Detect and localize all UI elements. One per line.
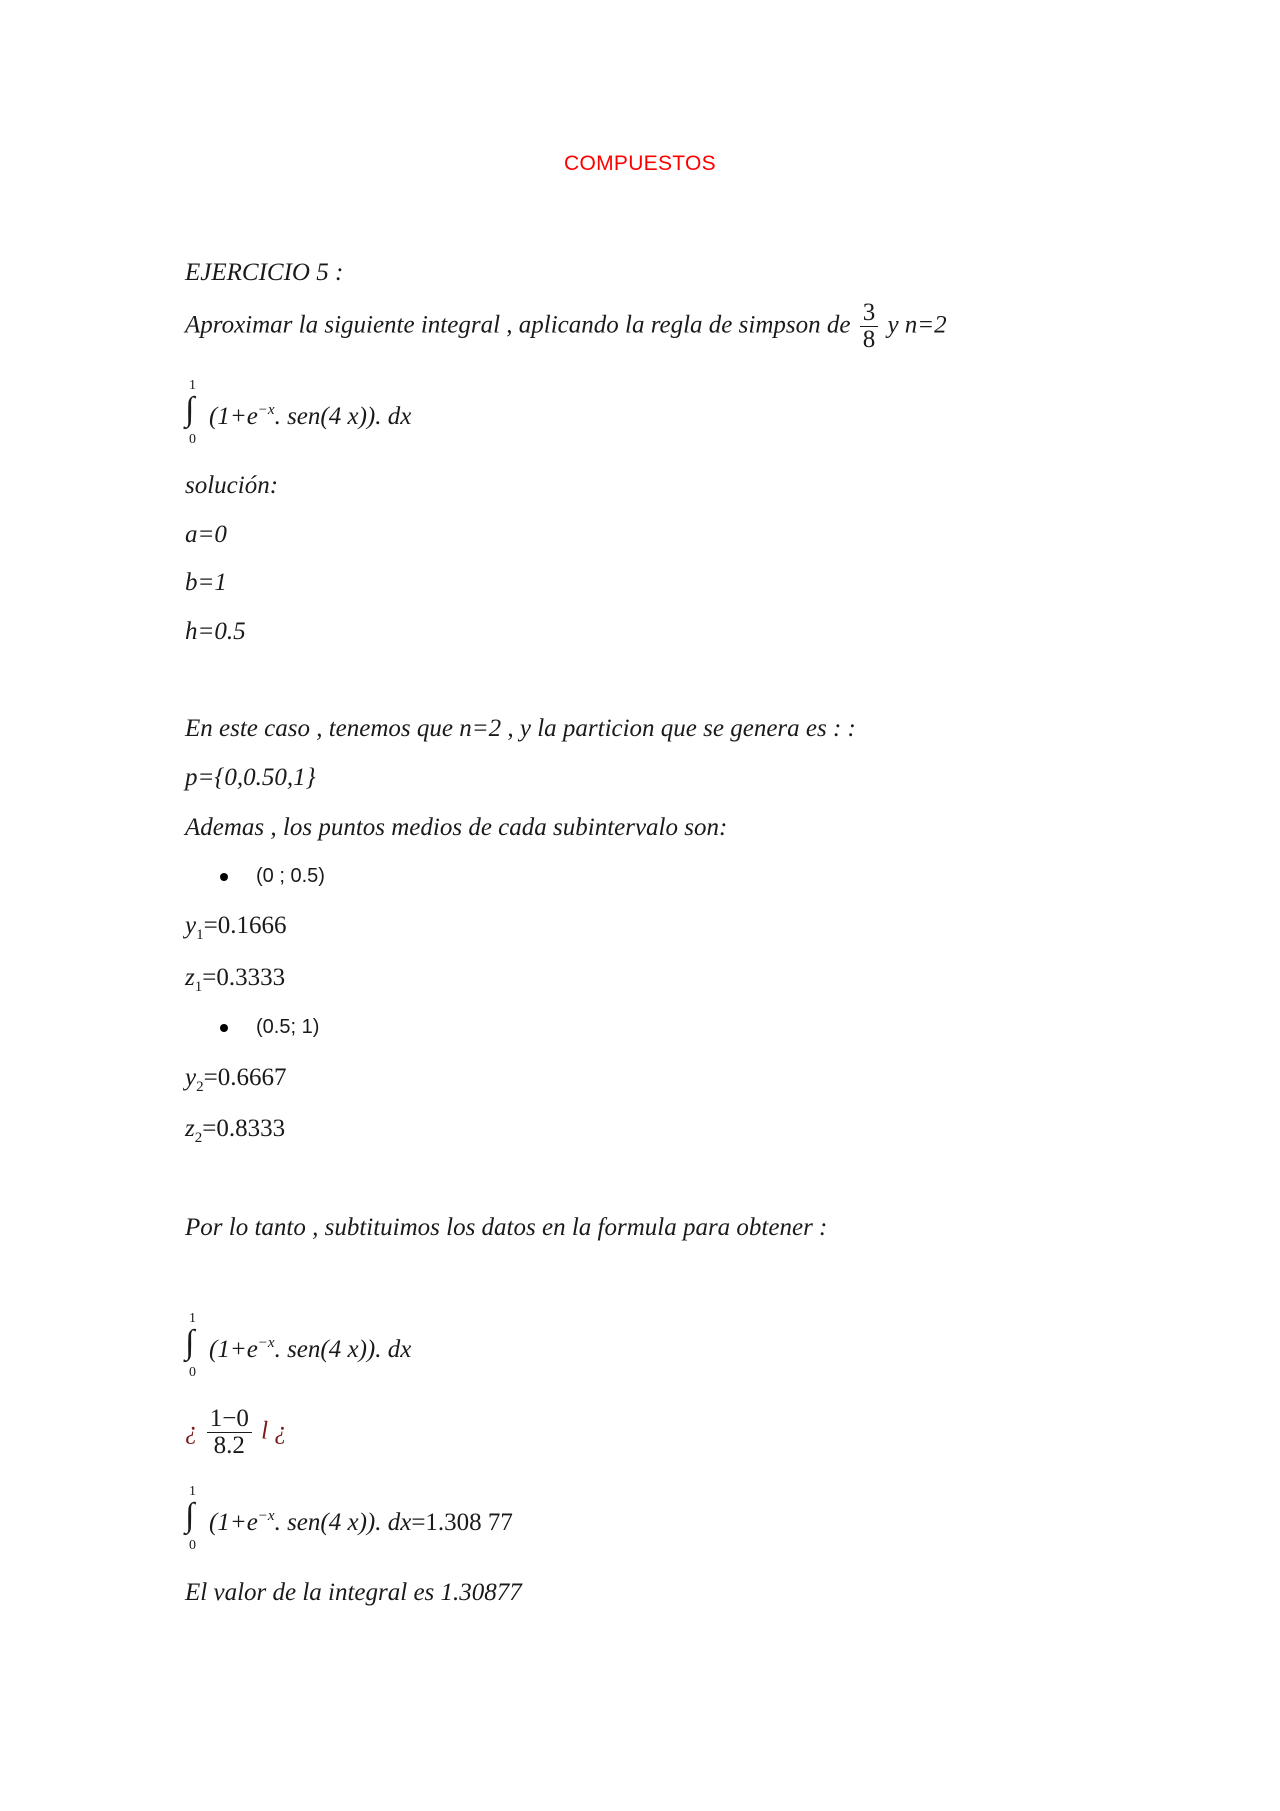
fraction-numerator: 1−0 — [207, 1406, 252, 1433]
exercise-heading: EJERCICIO 5 : — [185, 259, 344, 286]
integral-sign-icon: ∫ — [185, 1324, 195, 1361]
integrand-close: . sen(4 x)). dx — [274, 1336, 412, 1363]
interval-bullet-1 — [220, 866, 325, 886]
integral-sign-icon: ∫ — [185, 1497, 195, 1534]
integrand-exponent: −x — [257, 1508, 275, 1524]
integrand-open: (1+e — [209, 403, 258, 430]
solution-label: solución: — [185, 472, 279, 499]
var-index: 1 — [196, 927, 204, 943]
substitution-description: Por lo tanto , subtituimos los datos en la formula para obtener : — [185, 1214, 828, 1241]
param-h: h=0.5 — [185, 618, 246, 645]
partition-set: p={0,0.50,1} — [185, 764, 316, 791]
param-b: b=1 — [185, 569, 227, 596]
var-value: =0.1666 — [203, 912, 287, 939]
integrand-open: (1+e — [209, 1509, 258, 1536]
integrand-close: . sen(4 x)). dx — [274, 403, 412, 430]
midpoints-description: Ademas , los puntos medios de cada subintervalo son: — [185, 814, 728, 841]
integrand-open: (1+e — [209, 1336, 258, 1363]
fraction-denominator: 8.2 — [213, 1432, 245, 1460]
integrand-close: . sen(4 x)). dx — [274, 1509, 412, 1536]
var-name: z — [185, 964, 195, 991]
integral-result — [185, 1484, 705, 1554]
integral-upper-limit: 1 — [189, 1311, 196, 1326]
var-value: =0.8333 — [202, 1115, 286, 1142]
integrand — [209, 1509, 513, 1535]
fraction-denominator: 8 — [862, 326, 876, 354]
conclusion: El valor de la integral es 1.30877 — [185, 1579, 522, 1606]
integral-expression-2 — [185, 1311, 585, 1381]
broken-prefix: ¿ — [185, 1417, 198, 1445]
z1-value — [185, 965, 285, 995]
document-title: COMPUESTOS — [564, 152, 716, 175]
integral-lower-limit: 0 — [189, 432, 196, 447]
z2-value — [185, 1116, 285, 1146]
integral-lower-limit: 0 — [189, 1365, 196, 1380]
bullet-icon — [220, 873, 228, 881]
fraction-broken — [207, 1406, 252, 1460]
integral-sign-icon: ∫ — [185, 391, 195, 428]
integrand-exponent: −x — [257, 1335, 275, 1351]
var-name: y — [185, 1064, 197, 1091]
interval-label: (0.5; 1) — [256, 1016, 320, 1038]
bullet-icon — [220, 1024, 228, 1032]
result-value: =1.308 77 — [411, 1509, 513, 1536]
integral-upper-limit: 1 — [189, 378, 196, 393]
var-value: =0.3333 — [202, 964, 286, 991]
fraction-numerator: 3 — [860, 300, 879, 327]
broken-suffix: l ¿ — [261, 1417, 287, 1445]
interval-bullet-2 — [220, 1017, 319, 1037]
var-index: 2 — [194, 1130, 203, 1146]
y1-value — [185, 913, 286, 943]
var-name: z — [185, 1115, 195, 1142]
y2-value — [185, 1065, 286, 1095]
interval-label: (0 ; 0.5) — [256, 865, 325, 887]
var-name: y — [185, 912, 197, 939]
integral-lower-limit: 0 — [189, 1538, 196, 1553]
statement-text: Aproximar la siguiente integral , aplicando la regla de simpson de — [185, 311, 851, 339]
param-a: a=0 — [185, 521, 227, 548]
exercise-statement — [185, 300, 947, 354]
fraction-three-eighths — [860, 300, 879, 354]
statement-tail: y n=2 — [887, 311, 947, 339]
var-value: =0.6667 — [203, 1064, 287, 1091]
integral-expression — [185, 378, 585, 448]
var-index: 2 — [196, 1079, 204, 1095]
integral-upper-limit: 1 — [189, 1484, 196, 1499]
integrand — [209, 1336, 411, 1362]
broken-formula-line — [185, 1406, 287, 1460]
case-description: En este caso , tenemos que n=2 , y la particion que se genera es : : — [185, 715, 856, 742]
var-index: 1 — [194, 979, 203, 995]
integrand — [209, 403, 411, 429]
integrand-exponent: −x — [257, 402, 275, 418]
